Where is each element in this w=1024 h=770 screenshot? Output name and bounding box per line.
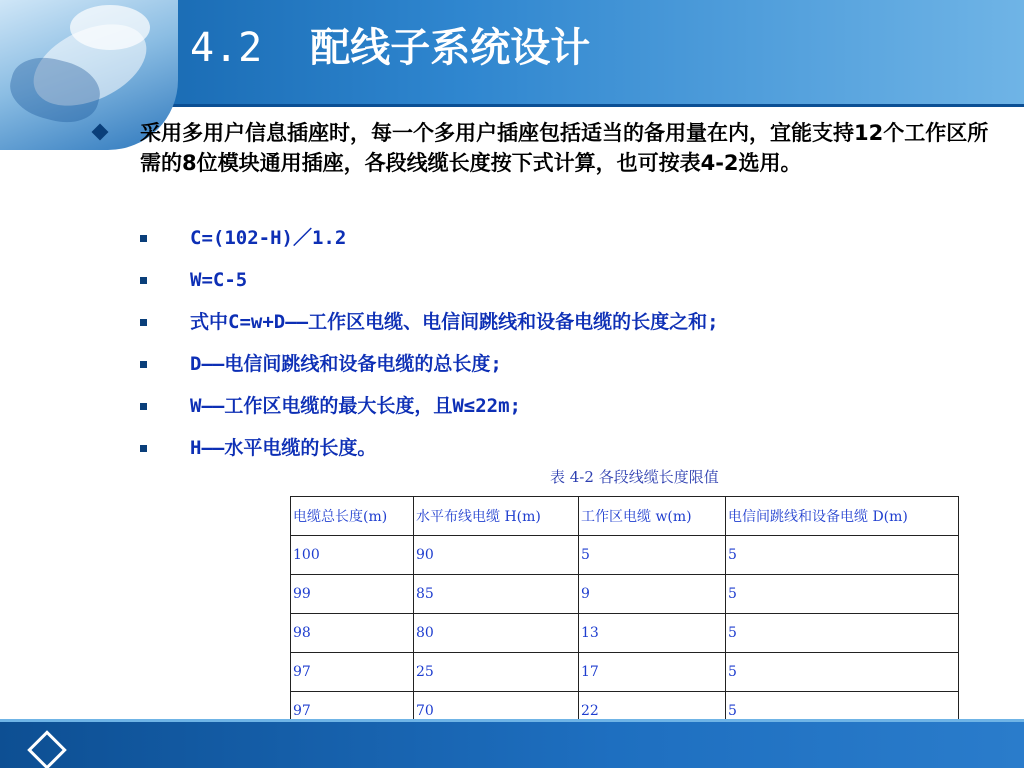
header-cell: 工作区电缆 w(m): [579, 497, 726, 536]
list-item: 式中C=w+D——工作区电缆、电信间跳线和设备电缆的长度之和;: [140, 306, 1000, 348]
slide-title: [190, 18, 590, 78]
square-bullet-icon: [140, 277, 147, 284]
table-cell: 5: [726, 614, 959, 653]
square-bullet-icon: [140, 403, 147, 410]
header-cell: 水平布线电缆 H(m): [414, 497, 579, 536]
square-bullet-icon: [140, 319, 147, 326]
table-cell: 5: [726, 536, 959, 575]
table-cell: 22: [579, 692, 726, 731]
header-cell: 电信间跳线和设备电缆 D(m): [726, 497, 959, 536]
table-caption: 表 4-2 各段线缆长度限值: [550, 468, 719, 486]
table-cell: 80: [414, 614, 579, 653]
table-cell: 70: [414, 692, 579, 731]
table-cell: 98: [291, 614, 414, 653]
list-item: D——电信间跳线和设备电缆的总长度;: [140, 348, 1000, 390]
square-bullet-icon: [140, 361, 147, 368]
square-bullet-icon: [140, 445, 147, 452]
table-cell: 5: [579, 536, 726, 575]
table-cell: 97: [291, 692, 414, 731]
table-cell: 100: [291, 536, 414, 575]
section-number: 4.2: [190, 25, 263, 71]
list-item: W=C-5: [140, 264, 1000, 306]
table-cell: 17: [579, 653, 726, 692]
header-cell: 电缆总长度(m): [291, 497, 414, 536]
table-row: [291, 575, 959, 614]
paragraph-text: 采用多用户信息插座时，每一个多用户插座包括适当的备用量在内，宜能支持12个工作区所需的8位模块通用插座，各段线缆长度按下式计算，也可按表4-2选用。: [140, 121, 989, 175]
table-cell: 5: [726, 653, 959, 692]
list-item: W——工作区电缆的最大长度，且W≤22m;: [140, 390, 1000, 432]
table-header-row: [291, 497, 959, 536]
table-cell: 85: [414, 575, 579, 614]
table-row: [291, 536, 959, 575]
main-paragraph: [100, 118, 1000, 178]
list-item: H——水平电缆的长度。: [140, 432, 1000, 474]
section-title: 配线子系统设计: [310, 25, 591, 71]
footer-band: [0, 719, 1024, 768]
table-cell: 90: [414, 536, 579, 575]
table-cell: 5: [726, 692, 959, 731]
table-cell: 13: [579, 614, 726, 653]
table-cell: 99: [291, 575, 414, 614]
list-item: C=(102-H)／1.2: [140, 222, 1000, 264]
footer-divider: [0, 719, 1024, 722]
table-cell: 25: [414, 653, 579, 692]
table-image: [280, 490, 980, 740]
table-cell: 5: [726, 575, 959, 614]
table-row: [291, 614, 959, 653]
table-cell: 9: [579, 575, 726, 614]
table-cell: 97: [291, 653, 414, 692]
formula-list: [140, 222, 1000, 474]
cable-length-table: [290, 496, 959, 731]
square-bullet-icon: [140, 235, 147, 242]
table-row: [291, 653, 959, 692]
